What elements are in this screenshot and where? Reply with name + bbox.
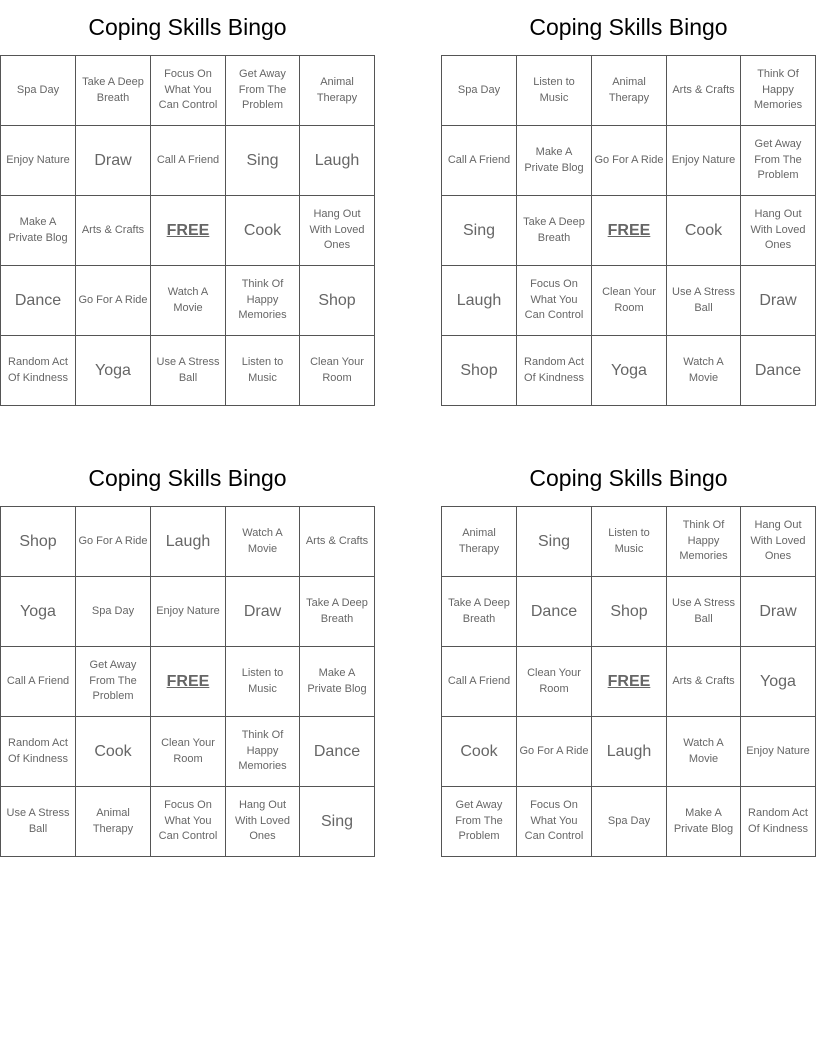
bingo-grid	[441, 55, 816, 406]
bingo-cell: Random Act Of Kindness	[1, 717, 76, 787]
bingo-cell: Hang Out With Loved Ones	[226, 787, 300, 857]
free-space: FREE	[151, 647, 226, 717]
bingo-cell: Dance	[517, 577, 592, 647]
card-title: Coping Skills Bingo	[529, 14, 728, 40]
bingo-cell: Yoga	[592, 336, 667, 406]
bingo-cell: Arts & Crafts	[667, 56, 741, 126]
bingo-cell: Call A Friend	[442, 647, 517, 717]
bingo-cell: Hang Out With Loved Ones	[300, 196, 375, 266]
bingo-cell: Focus On What You Can Control	[517, 266, 592, 336]
bingo-cell: Think Of Happy Memories	[226, 266, 300, 336]
bingo-cell: Hang Out With Loved Ones	[741, 196, 816, 266]
bingo-cell: Get Away From The Problem	[442, 787, 517, 857]
bingo-cell: Sing	[300, 787, 375, 857]
bingo-card-4	[441, 451, 816, 857]
bingo-cell: Go For A Ride	[517, 717, 592, 787]
bingo-cell: Random Act Of Kindness	[517, 336, 592, 406]
bingo-cell: Spa Day	[592, 787, 667, 857]
bingo-cell: Animal Therapy	[300, 56, 375, 126]
bingo-card-3	[0, 451, 375, 857]
bingo-cell: Dance	[741, 336, 816, 406]
bingo-cell: Laugh	[442, 266, 517, 336]
bingo-cell: Listen to Music	[592, 507, 667, 577]
bingo-cell: Focus On What You Can Control	[517, 787, 592, 857]
bingo-cell: Enjoy Nature	[151, 577, 226, 647]
bingo-cell: Focus On What You Can Control	[151, 787, 226, 857]
bingo-cell: Take A Deep Breath	[442, 577, 517, 647]
bingo-cell: Cook	[667, 196, 741, 266]
bingo-cell: Arts & Crafts	[300, 507, 375, 577]
bingo-cell: Arts & Crafts	[667, 647, 741, 717]
bingo-cell: Laugh	[151, 507, 226, 577]
bingo-cell: Draw	[741, 577, 816, 647]
bingo-cell: Draw	[226, 577, 300, 647]
bingo-cell: Use A Stress Ball	[667, 577, 741, 647]
card-title: Coping Skills Bingo	[88, 465, 287, 491]
bingo-cell: Get Away From The Problem	[741, 126, 816, 196]
bingo-cell: Shop	[592, 577, 667, 647]
bingo-grid	[441, 506, 816, 857]
bingo-cell: Use A Stress Ball	[1, 787, 76, 857]
bingo-cell: Laugh	[300, 126, 375, 196]
bingo-cell: Take A Deep Breath	[517, 196, 592, 266]
bingo-cell: Sing	[442, 196, 517, 266]
bingo-cell: Get Away From The Problem	[76, 647, 151, 717]
card-title: Coping Skills Bingo	[529, 465, 728, 491]
bingo-cell: Listen to Music	[226, 647, 300, 717]
bingo-grid	[0, 55, 375, 406]
bingo-cell: Make A Private Blog	[300, 647, 375, 717]
bingo-cell: Arts & Crafts	[76, 196, 151, 266]
bingo-cell: Clean Your Room	[151, 717, 226, 787]
bingo-cell: Dance	[1, 266, 76, 336]
bingo-cell: Use A Stress Ball	[667, 266, 741, 336]
bingo-cell: Watch A Movie	[667, 717, 741, 787]
bingo-cell: Enjoy Nature	[741, 717, 816, 787]
card-title: Coping Skills Bingo	[88, 14, 287, 40]
bingo-cell: Go For A Ride	[76, 507, 151, 577]
bingo-cell: Hang Out With Loved Ones	[741, 507, 816, 577]
bingo-cell: Clean Your Room	[517, 647, 592, 717]
bingo-cell: Draw	[741, 266, 816, 336]
bingo-cell: Take A Deep Breath	[300, 577, 375, 647]
bingo-cell: Get Away From The Problem	[226, 56, 300, 126]
free-space: FREE	[151, 196, 226, 266]
bingo-cell: Animal Therapy	[592, 56, 667, 126]
bingo-cell: Laugh	[592, 717, 667, 787]
bingo-cell: Random Act Of Kindness	[1, 336, 76, 406]
bingo-cell: Draw	[76, 126, 151, 196]
bingo-cell: Spa Day	[76, 577, 151, 647]
bingo-cell: Sing	[517, 507, 592, 577]
bingo-cell: Enjoy Nature	[667, 126, 741, 196]
bingo-cell: Think Of Happy Memories	[667, 507, 741, 577]
bingo-cell: Think Of Happy Memories	[741, 56, 816, 126]
bingo-cell: Animal Therapy	[76, 787, 151, 857]
bingo-cell: Make A Private Blog	[517, 126, 592, 196]
bingo-cell: Make A Private Blog	[667, 787, 741, 857]
bingo-cell: Dance	[300, 717, 375, 787]
bingo-cell: Cook	[226, 196, 300, 266]
bingo-cell: Cook	[442, 717, 517, 787]
bingo-cell: Shop	[1, 507, 76, 577]
bingo-cell: Call A Friend	[151, 126, 226, 196]
bingo-cell: Shop	[300, 266, 375, 336]
bingo-cell: Enjoy Nature	[1, 126, 76, 196]
bingo-cell: Focus On What You Can Control	[151, 56, 226, 126]
free-space: FREE	[592, 647, 667, 717]
bingo-cell: Yoga	[1, 577, 76, 647]
bingo-cell: Listen to Music	[226, 336, 300, 406]
free-space: FREE	[592, 196, 667, 266]
bingo-cell: Yoga	[741, 647, 816, 717]
bingo-cell: Make A Private Blog	[1, 196, 76, 266]
bingo-cell: Shop	[442, 336, 517, 406]
bingo-cell: Clean Your Room	[592, 266, 667, 336]
bingo-cell: Yoga	[76, 336, 151, 406]
bingo-grid	[0, 506, 375, 857]
bingo-cell: Use A Stress Ball	[151, 336, 226, 406]
bingo-cell: Clean Your Room	[300, 336, 375, 406]
bingo-cell: Watch A Movie	[226, 507, 300, 577]
bingo-card-2	[441, 0, 816, 406]
bingo-cell: Animal Therapy	[442, 507, 517, 577]
bingo-cell: Listen to Music	[517, 56, 592, 126]
bingo-cell: Think Of Happy Memories	[226, 717, 300, 787]
bingo-cell: Sing	[226, 126, 300, 196]
bingo-cell: Take A Deep Breath	[76, 56, 151, 126]
bingo-cell: Watch A Movie	[667, 336, 741, 406]
bingo-cell: Go For A Ride	[76, 266, 151, 336]
bingo-cell: Random Act Of Kindness	[741, 787, 816, 857]
bingo-card-1	[0, 0, 375, 406]
bingo-cell: Call A Friend	[1, 647, 76, 717]
bingo-cell: Call A Friend	[442, 126, 517, 196]
bingo-cell: Watch A Movie	[151, 266, 226, 336]
bingo-cell: Cook	[76, 717, 151, 787]
bingo-cell: Spa Day	[442, 56, 517, 126]
bingo-cell: Go For A Ride	[592, 126, 667, 196]
bingo-cell: Spa Day	[1, 56, 76, 126]
